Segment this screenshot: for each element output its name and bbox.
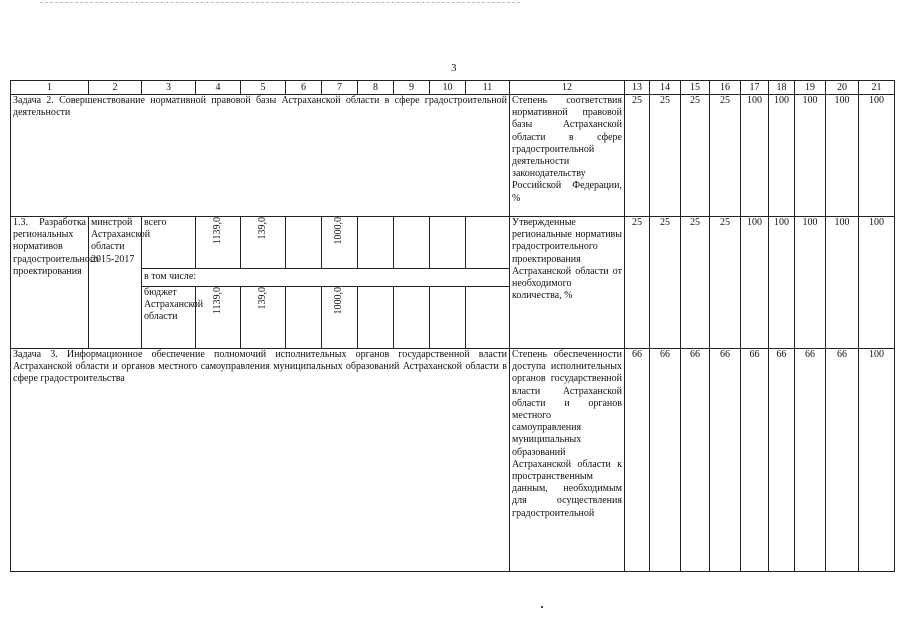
task2-value: 100 — [859, 95, 895, 217]
including-label: в том числе: — [142, 269, 510, 287]
task2-value: 25 — [710, 95, 741, 217]
activity-value: 100 — [769, 217, 795, 349]
col-header: 15 — [681, 81, 710, 95]
task2-value: 100 — [741, 95, 769, 217]
budget-col7: 1000,0 — [333, 287, 345, 315]
empty-cell — [358, 217, 394, 269]
task2-value: 100 — [769, 95, 795, 217]
budget-col5: 139,0 — [256, 287, 268, 310]
program-table — [10, 80, 895, 572]
col-header: 17 — [741, 81, 769, 95]
col-header: 8 — [358, 81, 394, 95]
task2-row — [11, 95, 895, 217]
task2-value: 25 — [650, 95, 681, 217]
total-col4-cell — [196, 217, 241, 269]
budget-label: бюджет Астраханской области — [142, 287, 196, 349]
col-header: 12 — [510, 81, 625, 95]
activity-indicator: Утвержденные региональные нормативы градостроительного проектирования Астраханской области от необходимого количества, % — [510, 217, 625, 349]
activity-value: 25 — [710, 217, 741, 349]
task3-value: 66 — [650, 349, 681, 572]
activity-executor — [89, 217, 151, 349]
scan-dot — [541, 606, 543, 608]
task3-value: 66 — [741, 349, 769, 572]
empty-cell — [358, 287, 394, 349]
task3-value: 66 — [795, 349, 826, 572]
task2-value: 100 — [795, 95, 826, 217]
total-col5-cell — [241, 217, 286, 269]
budget-col5-cell — [241, 287, 286, 349]
col-header: 16 — [710, 81, 741, 95]
task3-value: 100 — [859, 349, 895, 572]
page-number: 3 — [451, 62, 457, 74]
activity-name: 1.3. Разработка региональных нормативов градостроительного проектирования — [11, 217, 89, 349]
task3-value: 66 — [710, 349, 741, 572]
col-header: 5 — [241, 81, 286, 95]
activity-value: 100 — [741, 217, 769, 349]
task3-row — [11, 349, 895, 572]
column-header-row — [11, 81, 895, 95]
empty-cell — [394, 287, 430, 349]
col-header: 2 — [89, 81, 142, 95]
activity-value: 25 — [681, 217, 710, 349]
executor-name: минстрой Астраханской области — [91, 217, 151, 253]
col-header: 6 — [286, 81, 322, 95]
activity-value: 25 — [625, 217, 650, 349]
empty-cell — [466, 287, 510, 349]
task3-text: Задача 3. Информационное обеспечение полномочий исполнительных органов государственной власти Астраханской области и органов местного самоуправления муниципальных образований Астраханской области в сфере градостроительства — [11, 349, 510, 572]
empty-cell — [430, 287, 466, 349]
budget-col4-cell — [196, 287, 241, 349]
col-header: 14 — [650, 81, 681, 95]
col-header: 1 — [11, 81, 89, 95]
activity-value: 25 — [650, 217, 681, 349]
col-header: 4 — [196, 81, 241, 95]
task3-value: 66 — [625, 349, 650, 572]
task2-text: Задача 2. Совершенствование нормативной правовой базы Астраханской области в сфере градостроительной деятельности — [11, 95, 510, 217]
col-header: 11 — [466, 81, 510, 95]
budget-col7-cell — [322, 287, 358, 349]
budget-col4: 1139,0 — [211, 287, 223, 315]
activity-value: 100 — [795, 217, 826, 349]
task2-indicator: Степень соответствия нормативной правовой базы Астраханской области в сфере градостроительной деятельности законодательству Российской Федерации, % — [510, 95, 625, 217]
task2-value: 100 — [826, 95, 859, 217]
scan-top-rule — [40, 2, 520, 3]
col-header: 19 — [795, 81, 826, 95]
empty-cell — [466, 217, 510, 269]
activity-1-3-total-row — [11, 217, 895, 269]
col-header: 10 — [430, 81, 466, 95]
task3-indicator: Степень обеспеченности доступа исполнительных органов государственной власти Астраханской области и органов местного самоуправления муниципальных образований Астраханской области к пространственным данным, необходимым для осуществления градостроительной — [510, 349, 625, 572]
col-header: 3 — [142, 81, 196, 95]
total-col4: 1139,0 — [211, 217, 223, 245]
total-col7: 1000,0 — [333, 217, 345, 245]
col-header: 7 — [322, 81, 358, 95]
empty-cell — [430, 217, 466, 269]
total-label: всего — [142, 217, 196, 269]
activity-value: 100 — [859, 217, 895, 349]
col-header: 13 — [625, 81, 650, 95]
task2-value: 25 — [681, 95, 710, 217]
task2-value: 25 — [625, 95, 650, 217]
task3-value: 66 — [826, 349, 859, 572]
activity-value: 100 — [826, 217, 859, 349]
col-header: 21 — [859, 81, 895, 95]
task3-value: 66 — [769, 349, 795, 572]
activity-period: 2015-2017 — [91, 253, 135, 265]
col-header: 18 — [769, 81, 795, 95]
task3-value: 66 — [681, 349, 710, 572]
empty-cell — [286, 217, 322, 269]
empty-cell — [286, 287, 322, 349]
empty-cell — [394, 217, 430, 269]
total-col7-cell — [322, 217, 358, 269]
col-header: 9 — [394, 81, 430, 95]
col-header: 20 — [826, 81, 859, 95]
total-col5: 139,0 — [256, 217, 268, 240]
